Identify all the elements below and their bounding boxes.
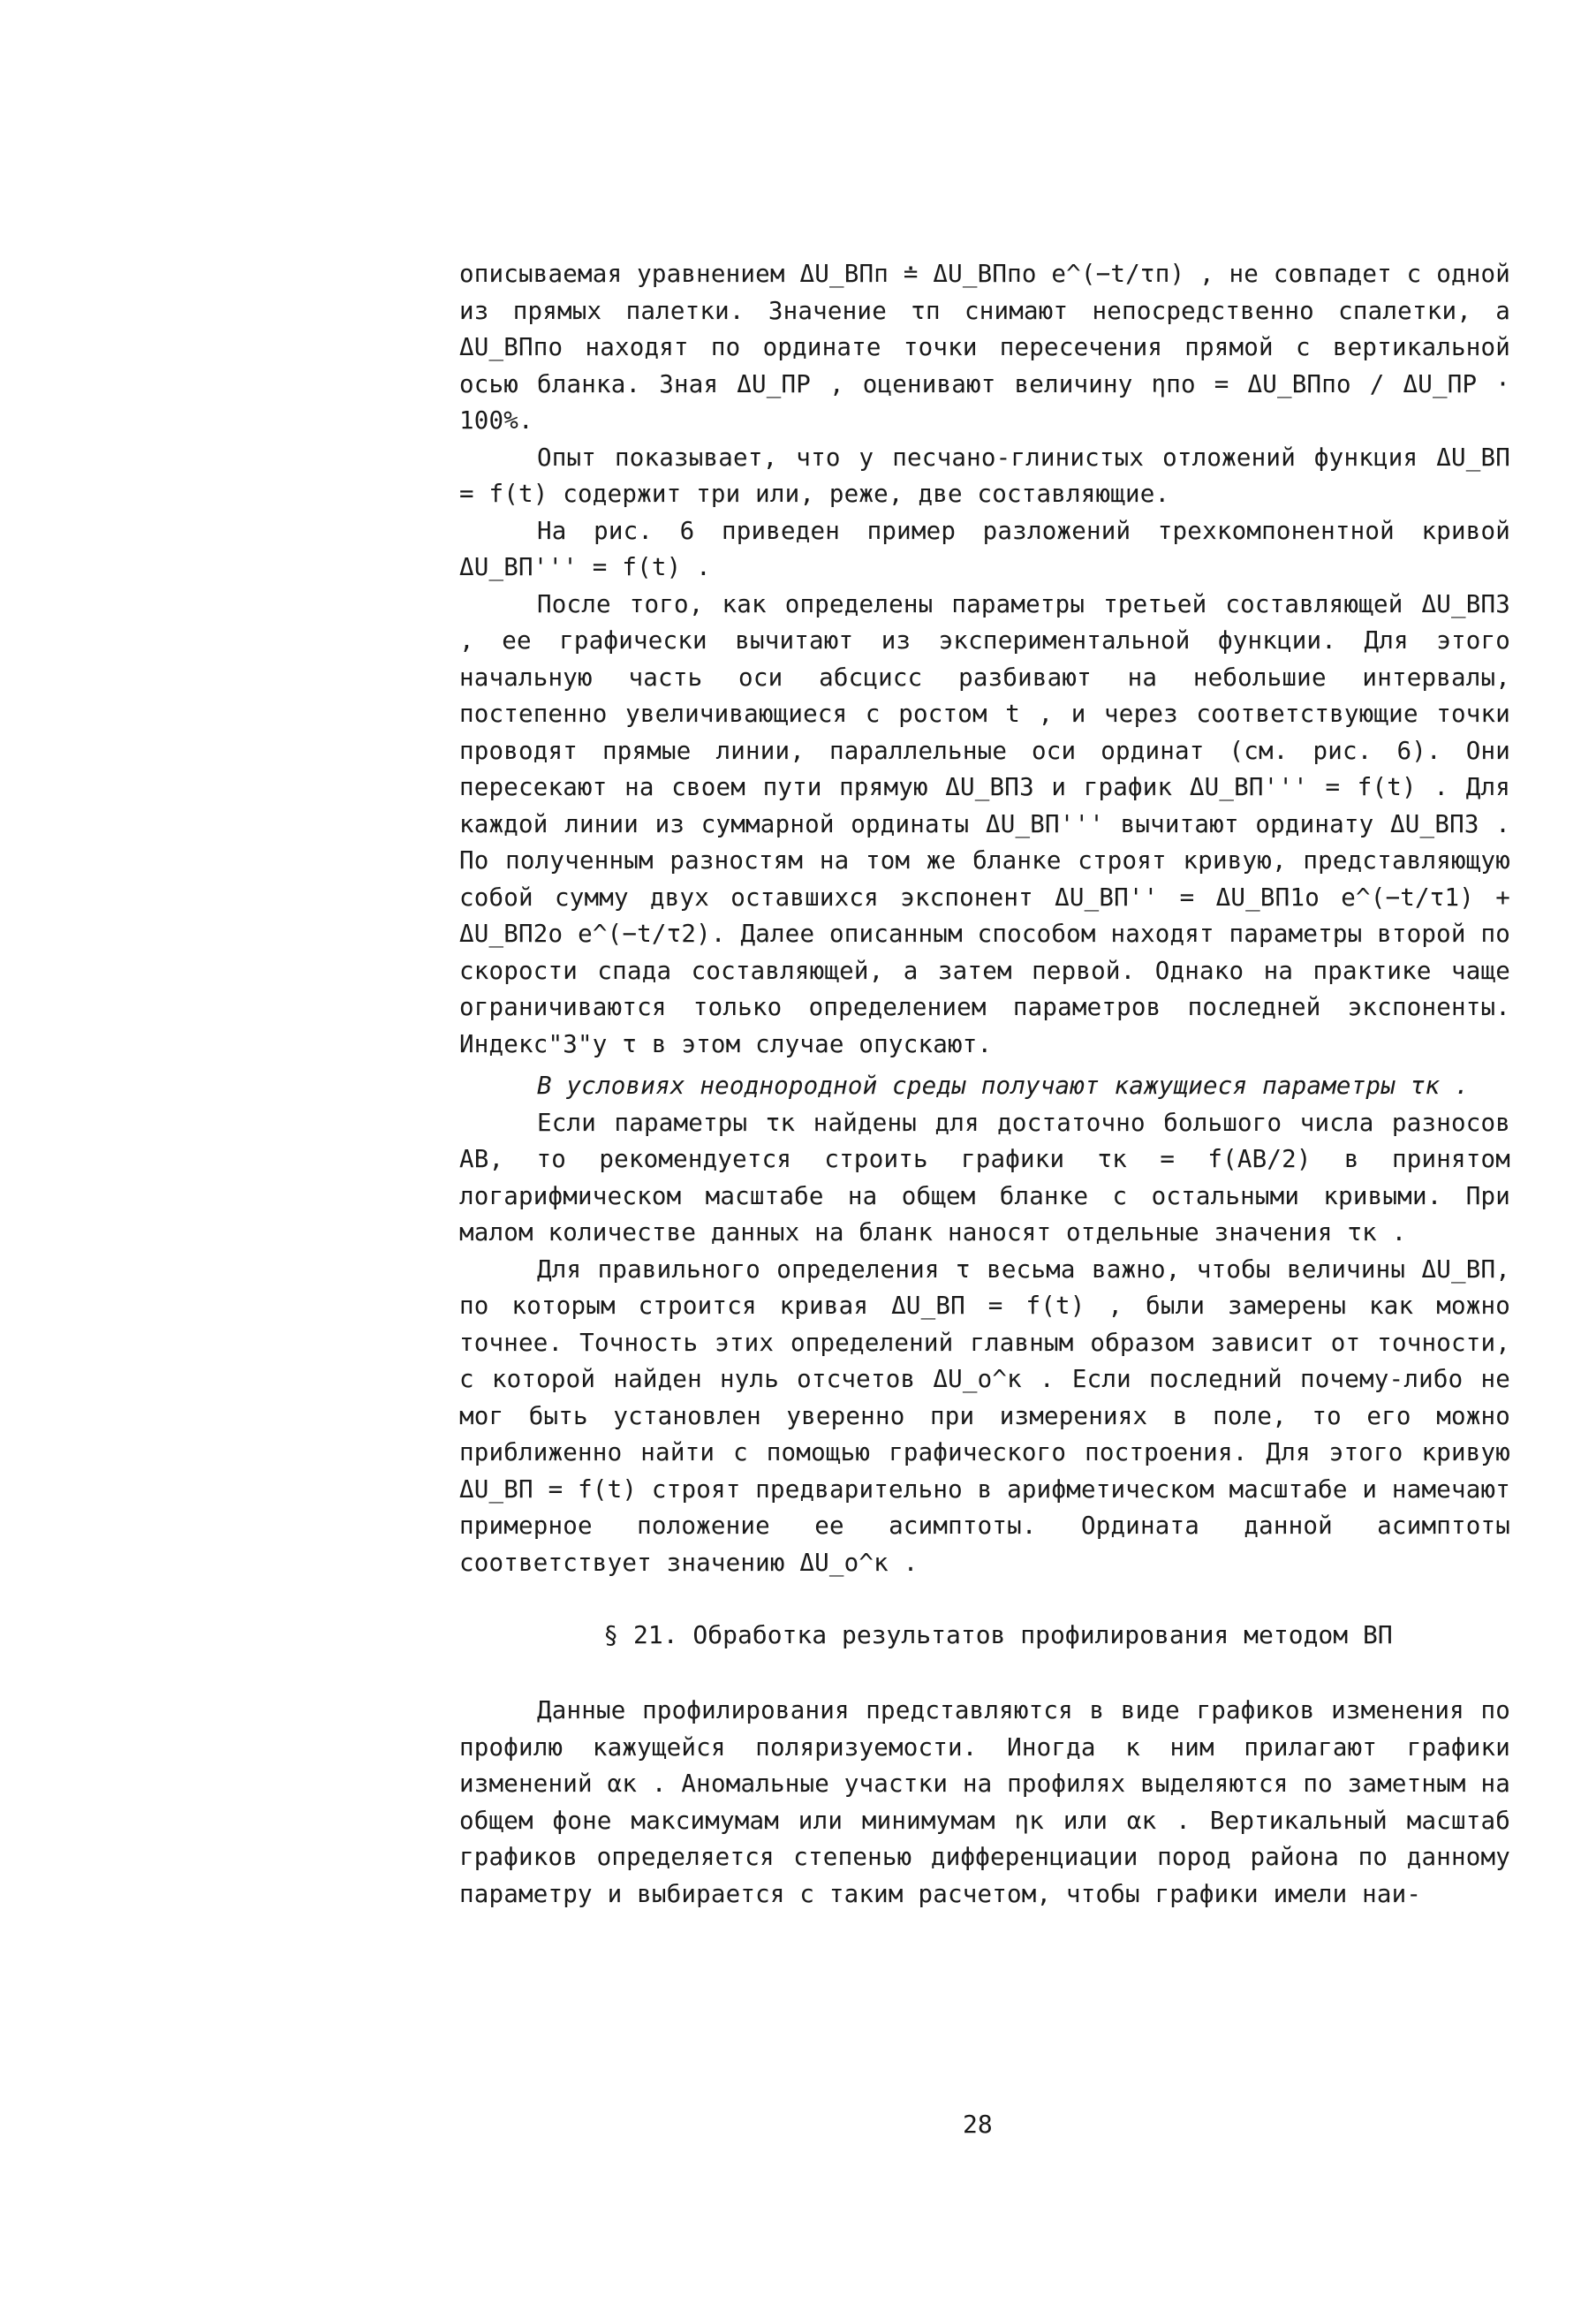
paragraph-5: В условиях неоднородной среды получают кажущиеся параметры τк . bbox=[537, 1072, 1470, 1100]
paragraph-7: Для правильного определения τ весьма важно, чтобы величины ΔU_ВП, по которым строится кривая ΔU_ВП = f(t) , были замерены как можно точнее. Точность этих определений главным образом зависит от точности, с которой найден нуль отсчетов ΔU_о^к . Если последний почему-либо не мог быть установлен уверенно при измерениях в поле, то его можно приближенно найти с помощью графического построения. Для этого кривую ΔU_ВП = f(t) строят предварительно в арифметическом масштабе и намечают примерное положение ее асимптоты. Ордината данной асимптоты соответствует значению ΔU_о^к . bbox=[459, 1254, 1510, 1577]
paragraph-3: На рис. 6 приведен пример разложений трехкомпонентной кривой ΔU_ВП''' = f(t) . bbox=[459, 516, 1510, 581]
paragraph-1: описываемая уравнением ΔU_ВПп ≐ ΔU_ВПпо e^(−t/τп) , не совпадет с одной из прямых палетки. Значение τп снимают непосредственно спалетки, а ΔU_ВПпо находят по ординате точки пересечения прямой с вертикальной осью бланка. Зная ΔU_ПР , оценивают величину ηпо = ΔU_ВПпо / ΔU_ПР · 100%. bbox=[459, 260, 1510, 435]
page-body bbox=[459, 256, 1510, 1913]
paragraph-6: Если параметры τк найдены для достаточно большого числа разносов АВ, то рекомендуется строить графики τк = f(АВ/2) в принятом логарифмическом масштабе на общем бланке с остальными кривыми. При малом количестве данных на бланк наносят отдельные значения τк . bbox=[459, 1108, 1510, 1247]
section-heading: § 21. Обработка результатов профилирования методом ВП bbox=[603, 1620, 1393, 1649]
closing-paragraph: Данные профилирования представляются в виде графиков изменения по профилю кажущейся поляризуемости. Иногда к ним прилагают графики изменений αк . Аномальные участки на профилях выделяются по заметным на общем фоне максимумам или минимумам ηк или αк . Вертикальный масштаб графиков определяется степенью дифференциации пород района по данному параметру и выбирается с таким расчетом, чтобы графики имели наи- bbox=[459, 1696, 1510, 1908]
paragraph-2: Опыт показывает, что у песчано-глинистых отложений функция ΔU_ВП = f(t) содержит три или, реже, две составляющие. bbox=[459, 443, 1510, 508]
paragraph-4: После того, как определены параметры третьей составляющей ΔU_ВП3 , ее графически вычитают из экспериментальной функции. Для этого начальную часть оси абсцисс разбивают на небольшие интервалы, постепенно увеличивающиеся с ростом t , и через соответствующие точки проводят прямые линии, параллельные оси ординат (см. рис. 6). Они пересекают на своем пути прямую ΔU_ВП3 и график ΔU_ВП''' = f(t) . Для каждой линии из суммарной ординаты ΔU_ВП''' вычитают ординату ΔU_ВП3 . По полученным разностям на том же бланке строят кривую, представляющую собой сумму двух оставшихся экспонент ΔU_ВП'' = ΔU_ВП1о e^(−t/τ1) + ΔU_ВП2о e^(−t/τ2). Далее описанным способом находят параметры второй по скорости спада составляющей, а затем первой. Однако на практике чаще ограничиваются только определением параметров последней экспоненты. Индекс"3"у τ в этом случае опускают. bbox=[459, 589, 1510, 1058]
page-number: 28 bbox=[963, 2110, 993, 2139]
